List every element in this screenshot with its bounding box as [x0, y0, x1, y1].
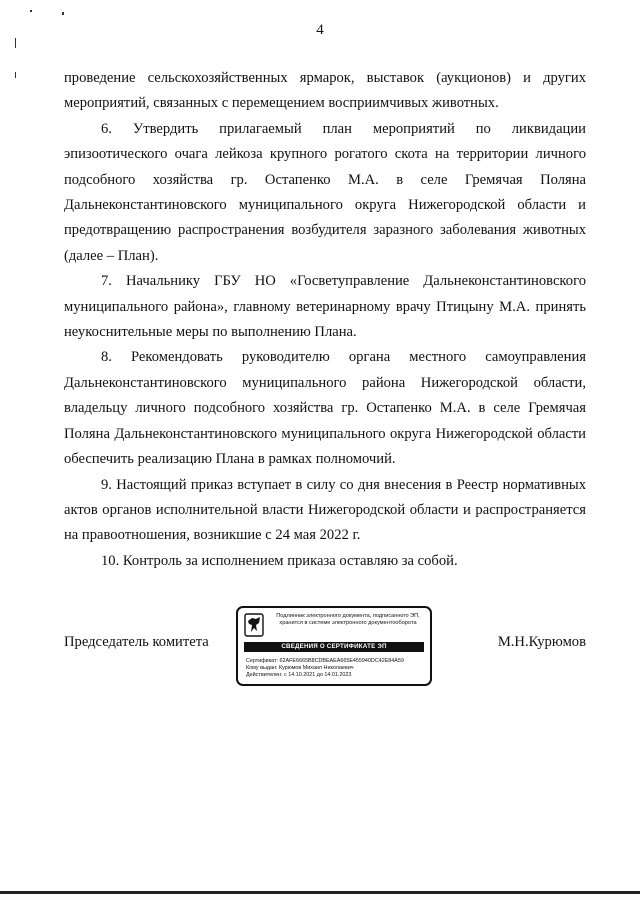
electronic-signature-stamp — [236, 606, 432, 686]
certificate-owner: Кому выдан: Курюмов Михаил Николаевич — [246, 665, 354, 671]
paragraph-continuation: проведение сельскохозяйственных ярмарок, выставок (аукционов) и других мероприятий, связанных с перемещением восприимчивых животных. — [64, 70, 586, 112]
paragraph-item-9: 9. Настоящий приказ вступает в силу со дня внесения в Реестр нормативных актов органов исполнительной власти Нижегородской области и распространяется на правоотношения, возникшие с 24 мая 2022 г. — [64, 476, 586, 544]
paragraph-item-6: 6. Утвердить прилагаемый план мероприятий по ликвидации эпизоотического очага лейкоза крупного рогатого скота на территории личного подсобного хозяйства гр. Остапенко М.А. в селе Гремячая Поляна Дальнеконстантиновского муниципального округа Нижегородской области и предотвращению распространения возбудителя заразного заболевания животных (далее – План). — [64, 120, 586, 264]
scan-mark — [30, 10, 32, 12]
signer-name: М.Н.Курюмов — [497, 634, 586, 650]
certificate-validity: Действителен: с 14.10.2021 до 14.01.2023 — [246, 672, 352, 678]
coat-of-arms-icon — [244, 613, 264, 637]
stamp-header: Подлинник электронного документа, подписанного ЭП, хранится в системе электронного документооборота — [276, 613, 420, 626]
paragraph-item-7: 7. Начальнику ГБУ НО «Госветуправление Дальнеконстантиновского муниципального района», главному ветеринарному врачу Птицыну М.А. принять неукоснительные меры по выполнению Плана. — [64, 273, 586, 341]
paragraph-item-10: 10. Контроль за исполнением приказа оставляю за собой. — [101, 552, 458, 569]
scan-mark — [15, 72, 16, 78]
certificate-details — [246, 658, 428, 679]
paragraph-item-8: 8. Рекомендовать руководителю органа местного самоуправления Дальнеконстантиновского муниципального района Нижегородской области, владельцу личного подсобного хозяйства гр. Остапенко М.А. в селе Гремячая Поляна Дальнеконстантиновского муниципального округа Нижегородской области обеспечить реализацию Плана в рамках полномочий. — [64, 349, 586, 468]
page-number: 4 — [316, 22, 324, 38]
signer-position: Председатель комитета — [64, 634, 209, 650]
scan-mark — [15, 38, 16, 48]
stamp-title: СВЕДЕНИЯ О СЕРТИФИКАТЕ ЭП — [244, 642, 424, 652]
certificate-number: Сертификат: 62AFE6665B8CDBEAEA665E455940DC42E84A59 — [246, 658, 404, 664]
document-body — [64, 66, 586, 574]
scan-mark — [62, 12, 64, 15]
scan-bottom-edge — [0, 891, 640, 894]
signature-block — [64, 606, 586, 692]
